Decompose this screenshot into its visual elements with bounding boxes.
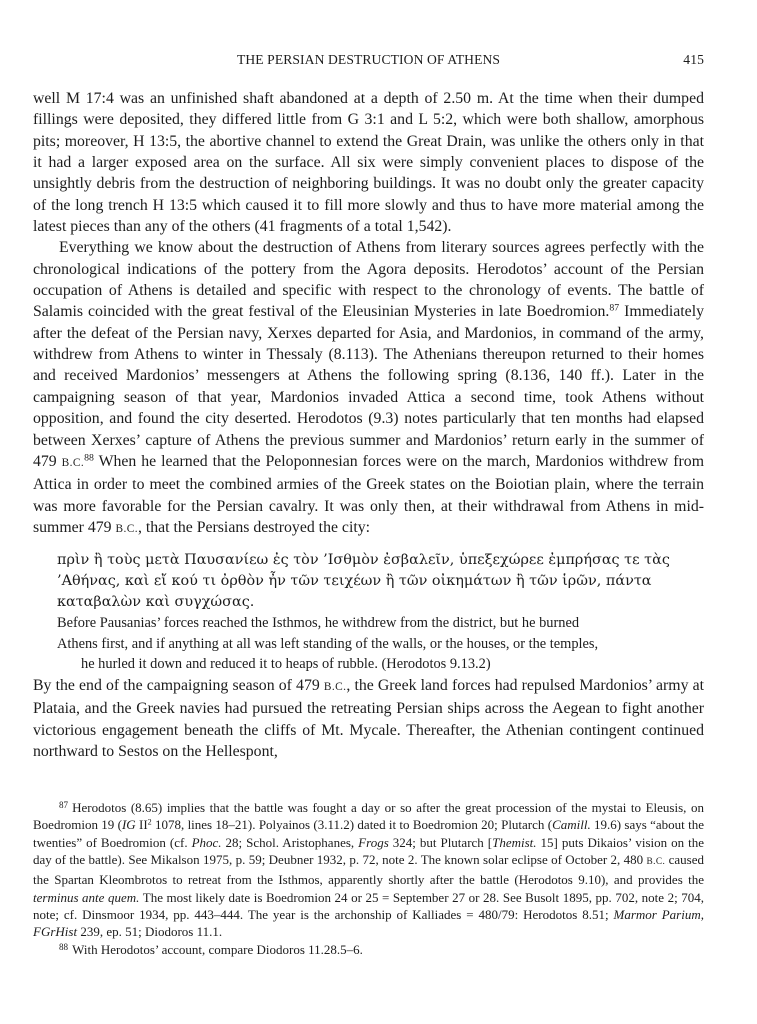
footnote-text: caused the Spartan Kleombrotos to retreat from the Isthmos, apparently shortly after the battle (Herodotos 9.10), and provides the: [33, 852, 704, 888]
footnote-italic: Camill.: [552, 817, 591, 833]
footnote-ref-88[interactable]: 88: [84, 452, 94, 464]
page-number: 415: [683, 52, 704, 67]
paragraph-3-text-b: , the Greek land forces had repulsed Mardonios’ army at Plataia, and the Greek navies had pursued the retreating Persian ships across the Aegean to fight another victorious engagement beneath the cliffs of Mt. Mycale. Thereafter, the Athenian contingent continued northward to Sestos on the Hellespont,: [33, 677, 705, 761]
era-abbrev: B.C.: [61, 456, 85, 469]
footnote-87: [33, 799, 704, 941]
footnotes: [33, 799, 704, 958]
running-title: THE PERSIAN DESTRUCTION OF ATHENS: [236, 52, 501, 67]
footnote-text: 239, ep. 51; Diodoros 11.1.: [77, 924, 223, 940]
paragraph-1: well M 17:4 was an unfinished shaft abandoned at a depth of 2.50 m. At the time when their dumped fillings were deposited, they differed little from G 3:1 and L 5:2, which were both shallow, amorphous pits; moreover, H 13:5, the abortive channel to extend the Great Drain, was unlike the others only in that it had a larger exposed area on the surface. All six were simply convenient places to dispose of the unsightly debris from the destruction of neighboring buildings. It was no doubt only the greater capacity of the long trench H 13:5 which caused it to fill more slowly and thus to have more material among the latest pieces than any of the others (41 fragments of a total 1,542).: [33, 90, 704, 236]
footnote-text: 15] puts Dikaios’ vision on the day of the battle). See Mikalson 1975, p. 59; Deubner 1932, p. 72, note 2. The known solar eclipse of October 2, 480: [33, 834, 705, 868]
footnote-ref-87[interactable]: 87: [609, 303, 620, 315]
body-text: [33, 88, 704, 762]
footnote-italic: IG: [121, 817, 136, 833]
footnote-italic: Frogs: [358, 834, 389, 850]
paragraph-2-text-d: , that the Persians destroyed the city:: [137, 518, 371, 536]
greek-quotation: πρὶν ἢ τοὺς μετὰ Παυσανίεω ἐς τὸν ’Ισθμὸν ἐσβαλεῖν, ὑπεξεχώρεε ἐμπρήσας τε τὰς ’Αθήνας, καὶ εἴ κού τι ὀρθὸν ἦν τῶν τειχέων ἢ τῶν οἰκημάτων ἢ τῶν ἱρῶν, πάντα καταβαλὼν καὶ συγχώσας.: [57, 552, 670, 611]
footnote-italic: Phoc.: [191, 834, 222, 850]
paragraph-2-text-a: Everything we know about the destruction of Athens from literary sources agrees perfectly with the chronological indications of the pottery from the Agora deposits. Herodotos’ account of the Persian occupation of Athens is detailed and specific with respect to the chronology of events. The battle of Salamis coincided with the great festival of the Eleusinian Mysteries in late Boedromion.: [33, 239, 704, 321]
footnote-88: [33, 941, 704, 958]
footnote-italic: Themist.: [492, 834, 537, 850]
footnote-text: Herodotos (8.65) implies that the battle was fought a day or so after the great procession of the mystai to Eleusis, on Boedromion 19 (: [33, 800, 704, 833]
running-header: [33, 52, 704, 70]
footnote-italic: terminus ante quem.: [33, 889, 140, 905]
footnote-text: With Herodotos’ account, compare Diodoros 11.28.5–6.: [72, 941, 363, 957]
era-abbrev: B.C.: [646, 857, 666, 868]
footnote-text: 1078, lines 18–21). Polyainos (3.11.2) dated it to Boedromion 20; Plutarch (: [151, 817, 553, 833]
footnote-text: II: [135, 817, 148, 833]
footnote-number: 87: [59, 799, 69, 810]
footnote-italic: Marmor Parium, FGrHist: [33, 907, 704, 940]
paragraph-3: [33, 675, 704, 762]
footnote-text: 324; but Plutarch [: [388, 834, 493, 850]
translation-line: Athens first, and if anything at all was left standing of the walls, or the houses, or the temples,: [57, 635, 599, 652]
translation-line: he hurled it down and reduced it to heaps of rubble. (Herodotos 9.13.2): [81, 656, 491, 673]
paragraph-2-text-b: Immediately after the defeat of the Persian navy, Xerxes departed for Asia, and Mardonios, in command of the army, withdrew from Athens to winter in Thessaly (8.113). The Athenians thereupon returned to their homes and received Mardonios’ messengers at Athens the following spring (8.136, 140 ff.). Later in the campaigning season of that year, Mardonios invaded Attica a second time, took Athens without opposition, and found the city deserted. Herodotos (9.3) notes particularly that ten months had elapsed between Xerxes’ capture of Athens the previous summer and Mardonios’ return early in the summer of 479: [33, 303, 704, 470]
translation-line: Before Pausanias’ forces reached the Isthmos, he withdrew from the district, but he burned: [57, 615, 580, 632]
quotation-block: [57, 550, 704, 675]
footnote-superscript: 2: [147, 817, 152, 827]
era-abbrev: B.C.: [115, 522, 138, 535]
footnote-text: 28; Schol. Aristophanes,: [221, 834, 359, 850]
footnote-text: 19.6) says “about the twenties” of Boedromion (cf.: [33, 817, 704, 850]
quotation-translation: [57, 613, 704, 675]
footnote-text: The most likely date is Boedromion 24 or 25 = September 27 or 28. See Busolt 1895, pp. 702, note 2; 704, note; cf. Dinsmoor 1934, pp. 443–444. The year is the archonship of Kalliades = 480/79: Herodotos 8.51;: [33, 889, 704, 923]
paragraph-2-text-c: When he learned that the Peloponnesian forces were on the march, Mardonios withdrew from Attica in order to meet the combined armies of the Greek states on the Boiotian plain, where the terrain was more favorable for the Persian cavalry. It was only then, at their withdrawal from Athens in mid-summer 479: [33, 452, 704, 536]
paragraph-2: [33, 237, 704, 540]
footnote-number: 88: [59, 941, 69, 952]
era-abbrev: B.C.: [323, 681, 347, 693]
paragraph-3-text-a: By the end of the campaigning season of 479: [33, 677, 320, 694]
